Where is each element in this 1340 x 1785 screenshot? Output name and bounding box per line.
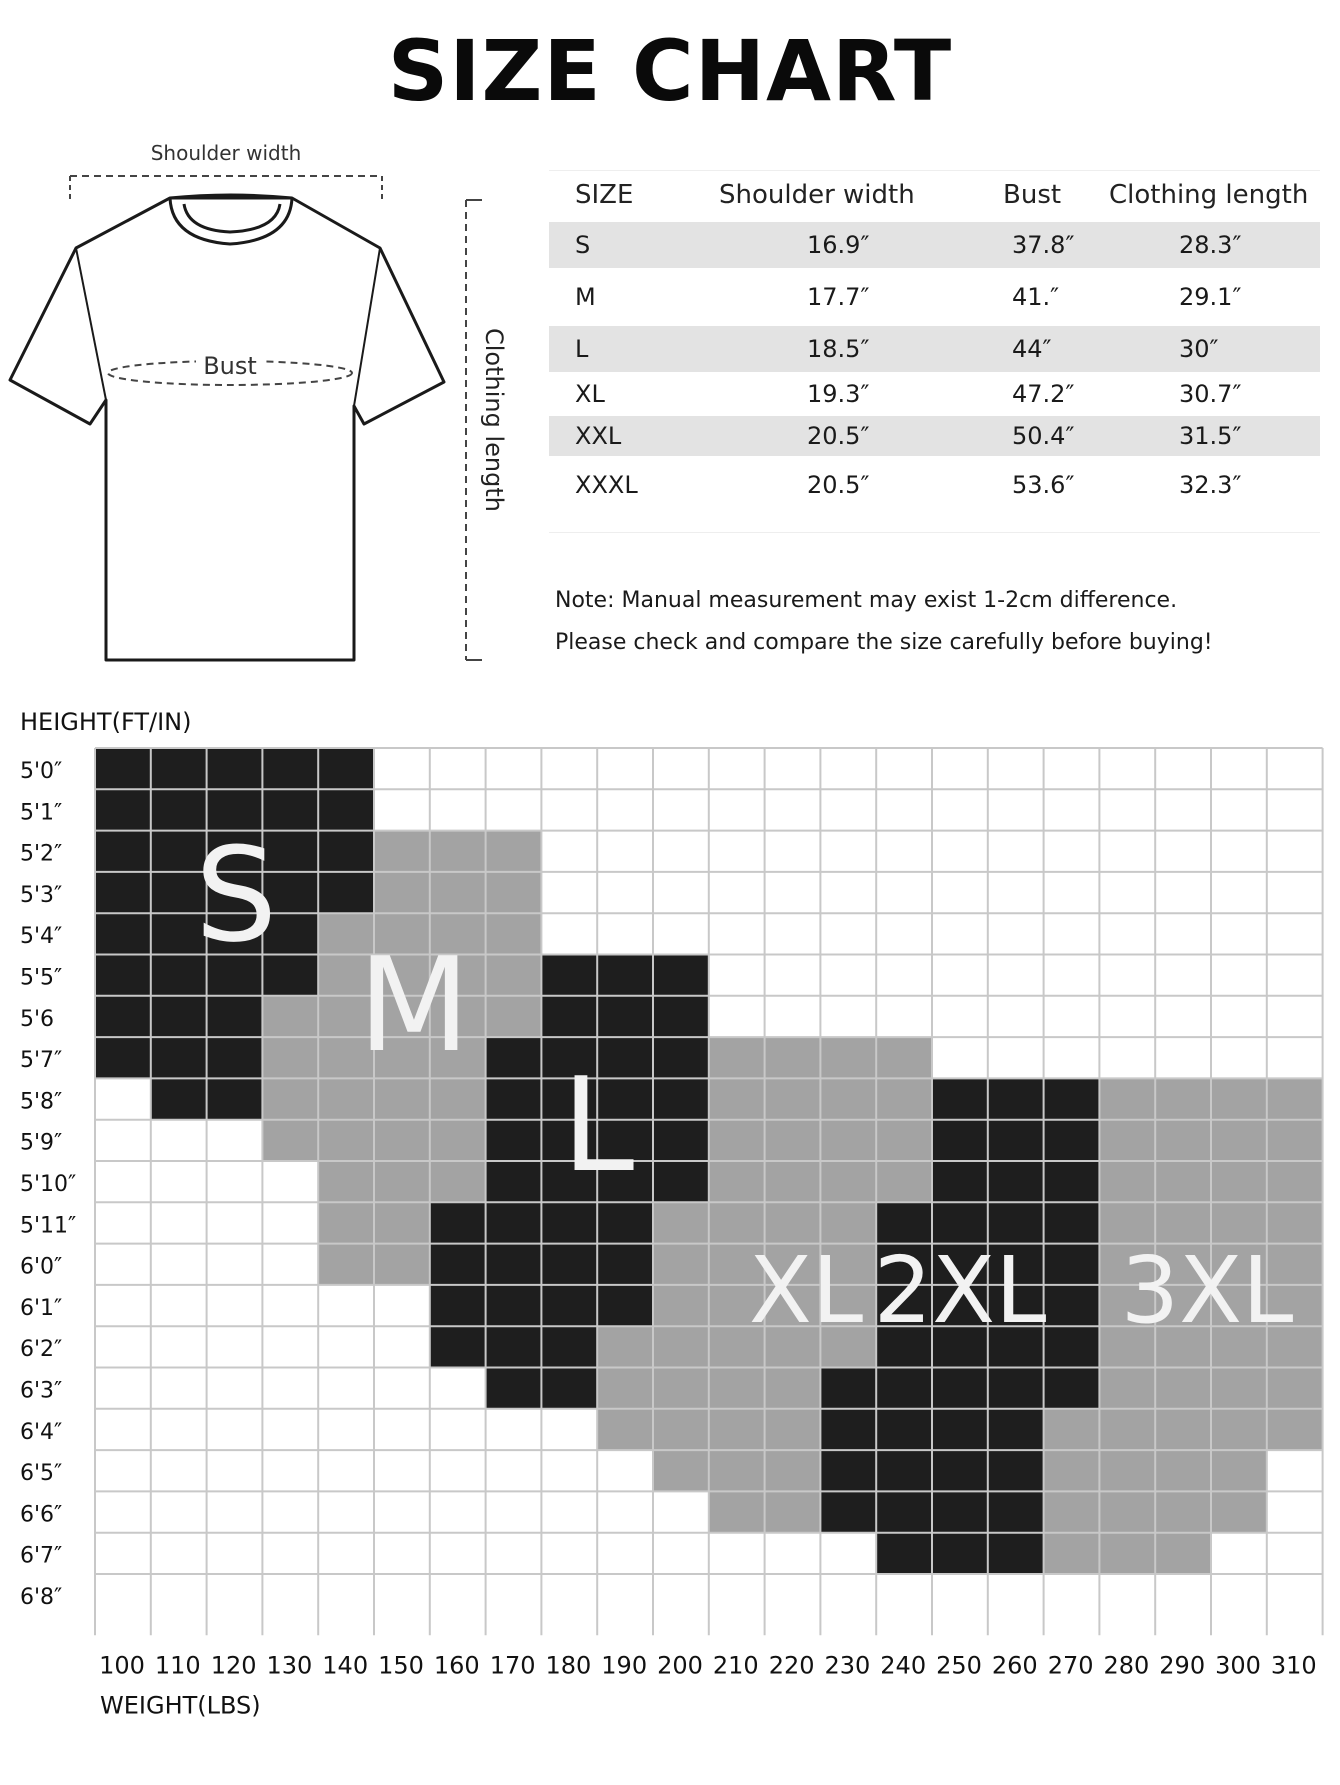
bust-label: Bust xyxy=(203,352,257,380)
zone-cell-s xyxy=(318,872,374,914)
zone-cell-m xyxy=(374,1078,430,1120)
zone-cell-xl xyxy=(597,1326,653,1368)
zone-cell-xl xyxy=(820,1161,876,1203)
header-shoulder-width: Shoulder width xyxy=(719,180,915,210)
zone-cell-3xl xyxy=(1155,1409,1211,1451)
shoulder-cell: 18.5″ xyxy=(807,335,870,363)
x-tick-label: 110 xyxy=(154,1651,201,1680)
zone-cell-3xl xyxy=(1155,1533,1211,1575)
zone-cell-xl xyxy=(765,1161,821,1203)
size-row-xxl xyxy=(549,416,1320,456)
zone-cell-3xl xyxy=(1267,1120,1323,1162)
zone-cell-3xl xyxy=(1211,1161,1267,1203)
zone-cell-m xyxy=(318,1202,374,1244)
zone-cell-2xl xyxy=(988,1450,1044,1492)
zone-cell-3xl xyxy=(1099,1161,1155,1203)
zone-cell-2xl xyxy=(1044,1078,1100,1120)
bust-cell: 50.4″ xyxy=(1012,422,1075,450)
length-cell: 29.1″ xyxy=(1179,283,1242,311)
x-tick-label: 280 xyxy=(1103,1651,1150,1680)
zone-cell-2xl xyxy=(932,1409,988,1451)
size-row-xl xyxy=(549,372,1320,416)
zone-cell-m xyxy=(374,1120,430,1162)
x-tick-label: 270 xyxy=(1047,1651,1094,1680)
zone-cell-l xyxy=(486,1368,542,1410)
zone-cell-3xl xyxy=(1267,1078,1323,1120)
shoulder-cell: 20.5″ xyxy=(807,422,870,450)
zone-cell-2xl xyxy=(932,1450,988,1492)
zone-cell-2xl xyxy=(876,1368,932,1410)
zone-cell-3xl xyxy=(1155,1120,1211,1162)
zone-cell-s xyxy=(95,955,151,997)
zone-cell-l xyxy=(541,1244,597,1286)
y-tick-label: 6'1″ xyxy=(20,1295,63,1321)
zone-cell-l xyxy=(597,955,653,997)
zone-label-l: L xyxy=(561,1049,635,1201)
zone-cell-l xyxy=(653,1078,709,1120)
zone-cell-s xyxy=(318,831,374,873)
zone-cell-3xl xyxy=(1211,1409,1267,1451)
zone-cell-m xyxy=(318,1244,374,1286)
zone-cell-m xyxy=(262,1120,318,1162)
length-cell: 31.5″ xyxy=(1179,422,1242,450)
zone-cell-l xyxy=(653,996,709,1038)
shoulder-cell: 20.5″ xyxy=(807,471,870,499)
zone-cell-xl xyxy=(709,1491,765,1533)
y-tick-label: 6'3″ xyxy=(20,1378,63,1404)
x-tick-label: 190 xyxy=(601,1651,648,1680)
y-tick-label: 5'10″ xyxy=(20,1172,77,1197)
length-cell: 30″ xyxy=(1179,335,1219,363)
zone-cell-2xl xyxy=(820,1450,876,1492)
zone-cell-3xl xyxy=(1099,1120,1155,1162)
zone-cell-3xl xyxy=(1099,1078,1155,1120)
zone-cell-m xyxy=(318,1120,374,1162)
size-cell: S xyxy=(575,231,591,259)
length-cell: 28.3″ xyxy=(1179,231,1242,259)
zone-cell-3xl xyxy=(1044,1450,1100,1492)
zone-cell-3xl xyxy=(1099,1533,1155,1575)
y-tick-label: 6'6″ xyxy=(20,1502,63,1528)
shoulder-width-dimension xyxy=(70,141,382,202)
zone-cell-m xyxy=(318,1161,374,1203)
zone-cell-xl xyxy=(597,1409,653,1451)
zone-cell-m xyxy=(430,831,486,873)
zone-cell-2xl xyxy=(932,1491,988,1533)
zone-cell-xl xyxy=(709,1161,765,1203)
y-tick-label: 5'3″ xyxy=(20,882,63,908)
zone-cell-xl xyxy=(653,1244,709,1286)
zone-label-s: S xyxy=(194,819,278,971)
zone-cell-s xyxy=(95,913,151,955)
zone-cell-s xyxy=(207,748,263,790)
zone-cell-2xl xyxy=(876,1450,932,1492)
zone-cell-xl xyxy=(820,1120,876,1162)
zone-cell-xl xyxy=(765,1450,821,1492)
header-bust: Bust xyxy=(1003,180,1062,210)
zone-cell-l xyxy=(597,996,653,1038)
zone-cell-m xyxy=(430,1161,486,1203)
size-row-l xyxy=(549,326,1320,372)
size-cell: M xyxy=(575,283,596,311)
y-tick-label: 6'8″ xyxy=(20,1585,63,1610)
size-row-xxxl xyxy=(549,456,1320,514)
zone-cell-3xl xyxy=(1099,1409,1155,1451)
zone-cell-xl xyxy=(709,1120,765,1162)
x-tick-label: 220 xyxy=(768,1651,815,1680)
zone-cell-s xyxy=(151,996,207,1038)
zone-cell-l xyxy=(430,1285,486,1327)
zone-cell-xl xyxy=(876,1037,932,1079)
zone-cell-2xl xyxy=(1044,1326,1100,1368)
zone-cell-xl xyxy=(709,1409,765,1451)
zone-cell-m xyxy=(318,1078,374,1120)
zone-cell-2xl xyxy=(820,1409,876,1451)
zone-cell-3xl xyxy=(1267,1409,1323,1451)
zone-cell-s xyxy=(95,748,151,790)
zone-cell-s xyxy=(207,1037,263,1079)
zone-cell-xl xyxy=(709,1037,765,1079)
zone-cell-s xyxy=(95,1037,151,1079)
x-tick-label: 300 xyxy=(1215,1651,1261,1680)
zone-cell-l xyxy=(541,1202,597,1244)
shoulder-cell: 17.7″ xyxy=(807,283,870,311)
zone-cell-l xyxy=(653,955,709,997)
zone-cell-s xyxy=(95,789,151,831)
zone-cell-s xyxy=(151,1037,207,1079)
y-tick-label: 6'0″ xyxy=(20,1254,63,1280)
zone-cell-l xyxy=(653,1037,709,1079)
zone-cell-s xyxy=(207,1078,263,1120)
x-tick-label: 120 xyxy=(210,1651,257,1680)
zone-cell-l xyxy=(486,1120,542,1162)
x-tick-label: 310 xyxy=(1270,1651,1317,1680)
zone-cell-s xyxy=(318,789,374,831)
zone-cell-3xl xyxy=(1099,1491,1155,1533)
zone-cell-2xl xyxy=(988,1368,1044,1410)
zone-cell-2xl xyxy=(932,1078,988,1120)
zone-cell-2xl xyxy=(876,1491,932,1533)
zone-cell-2xl xyxy=(820,1368,876,1410)
zone-cell-xl xyxy=(765,1120,821,1162)
zone-cell-xl xyxy=(876,1120,932,1162)
zone-cell-3xl xyxy=(1211,1120,1267,1162)
zone-cell-2xl xyxy=(988,1491,1044,1533)
y-tick-label: 5'4″ xyxy=(20,924,63,950)
zone-cell-l xyxy=(541,996,597,1038)
zone-label-2xl: 2XL xyxy=(873,1237,1047,1344)
zone-cell-xl xyxy=(653,1285,709,1327)
x-tick-label: 200 xyxy=(657,1651,703,1680)
zone-label-m: M xyxy=(357,929,471,1081)
zone-cell-m xyxy=(262,996,318,1038)
zone-cell-xl xyxy=(709,1078,765,1120)
zone-cell-xl xyxy=(820,1078,876,1120)
zone-cell-l xyxy=(597,1285,653,1327)
x-tick-label: 170 xyxy=(489,1651,536,1680)
zone-cell-xl xyxy=(876,1078,932,1120)
zone-cell-l xyxy=(653,1120,709,1162)
zone-cell-2xl xyxy=(820,1491,876,1533)
x-tick-label: 250 xyxy=(936,1651,982,1680)
zone-cell-xl xyxy=(820,1037,876,1079)
zone-cell-2xl xyxy=(1044,1244,1100,1286)
x-tick-label: 210 xyxy=(712,1651,759,1680)
zone-cell-2xl xyxy=(932,1120,988,1162)
zone-cell-s xyxy=(151,748,207,790)
header-clothing-length: Clothing length xyxy=(1109,180,1309,210)
size-cell: XL xyxy=(575,380,605,408)
zone-cell-s xyxy=(95,872,151,914)
shoulder-width-label: Shoulder width xyxy=(150,141,302,165)
zone-cell-s xyxy=(318,748,374,790)
zone-cell-xl xyxy=(709,1368,765,1410)
zone-cell-l xyxy=(486,1078,542,1120)
zone-cell-l xyxy=(486,1244,542,1286)
zone-cell-m xyxy=(374,1244,430,1286)
x-tick-label: 240 xyxy=(880,1651,927,1680)
zone-cell-m xyxy=(486,831,542,873)
zone-cell-xl xyxy=(653,1409,709,1451)
height-weight-size-chart xyxy=(0,700,1340,1785)
zone-cell-3xl xyxy=(1155,1450,1211,1492)
y-tick-label: 5'5″ xyxy=(20,965,63,991)
zone-cell-m xyxy=(374,872,430,914)
x-tick-label: 230 xyxy=(824,1651,871,1680)
note-line-1: Note: Manual measurement may exist 1-2cm difference. xyxy=(555,588,1178,613)
y-tick-label: 6'4″ xyxy=(20,1419,63,1445)
zone-cell-2xl xyxy=(1044,1368,1100,1410)
y-tick-label: 5'7″ xyxy=(20,1048,63,1074)
zone-cell-3xl xyxy=(1155,1161,1211,1203)
zone-cell-l xyxy=(486,1285,542,1327)
clothing-length-dimension xyxy=(466,200,508,660)
zone-cell-l xyxy=(541,1326,597,1368)
size-row-m xyxy=(549,268,1320,326)
shoulder-cell: 19.3″ xyxy=(807,380,870,408)
zone-cell-2xl xyxy=(1044,1202,1100,1244)
y-tick-label: 5'0″ xyxy=(20,759,63,784)
zone-cell-xl xyxy=(597,1368,653,1410)
note-line-2: Please check and compare the size carefully before buying! xyxy=(555,630,1213,655)
zone-cell-2xl xyxy=(988,1409,1044,1451)
x-tick-label: 260 xyxy=(991,1651,1038,1680)
zone-cell-3xl xyxy=(1044,1491,1100,1533)
zone-cell-xl xyxy=(765,1037,821,1079)
zone-cell-xl xyxy=(653,1202,709,1244)
zone-cell-xl xyxy=(765,1409,821,1451)
size-row-s xyxy=(549,222,1320,268)
tshirt-diagram xyxy=(0,130,540,690)
zone-cell-s xyxy=(207,996,263,1038)
zone-cell-3xl xyxy=(1044,1533,1100,1575)
tshirt-outline-icon xyxy=(10,195,444,660)
bust-cell: 53.6″ xyxy=(1012,471,1075,499)
zone-cell-l xyxy=(541,1285,597,1327)
x-tick-label: 100 xyxy=(99,1651,145,1680)
zone-cell-s xyxy=(262,748,318,790)
clothing-length-label: Clothing length xyxy=(480,328,508,512)
zone-cell-xl xyxy=(709,1450,765,1492)
size-cell: L xyxy=(575,335,589,363)
zone-cell-3xl xyxy=(1211,1078,1267,1120)
length-cell: 30.7″ xyxy=(1179,380,1242,408)
zone-cell-xl xyxy=(653,1368,709,1410)
zone-cell-2xl xyxy=(1044,1120,1100,1162)
zone-cell-l xyxy=(486,1202,542,1244)
zone-cell-xl xyxy=(765,1078,821,1120)
zone-cell-m xyxy=(430,1120,486,1162)
x-tick-label: 290 xyxy=(1159,1651,1206,1680)
zone-cell-m xyxy=(430,872,486,914)
zone-cell-xl xyxy=(653,1326,709,1368)
y-tick-label: 6'5″ xyxy=(20,1461,63,1487)
y-tick-label: 5'9″ xyxy=(20,1130,63,1156)
x-tick-label: 180 xyxy=(545,1651,592,1680)
y-tick-label: 5'1″ xyxy=(20,800,63,826)
zone-cell-3xl xyxy=(1155,1078,1211,1120)
size-table xyxy=(549,168,1320,514)
zone-cell-3xl xyxy=(1211,1491,1267,1533)
zone-cell-m xyxy=(374,1161,430,1203)
zone-cell-2xl xyxy=(988,1120,1044,1162)
x-tick-label: 130 xyxy=(266,1651,313,1680)
zone-cell-3xl xyxy=(1044,1409,1100,1451)
y-axis-title: HEIGHT(FT/IN) xyxy=(20,708,192,736)
shoulder-cell: 16.9″ xyxy=(807,231,870,259)
zone-cell-l xyxy=(597,1202,653,1244)
zone-cell-2xl xyxy=(876,1409,932,1451)
zone-cell-2xl xyxy=(1044,1161,1100,1203)
zone-cell-l xyxy=(430,1326,486,1368)
length-cell: 32.3″ xyxy=(1179,471,1242,499)
zone-label-3xl: 3XL xyxy=(1120,1237,1294,1344)
zone-cell-2xl xyxy=(932,1533,988,1575)
zone-cell-3xl xyxy=(1211,1450,1267,1492)
zone-cell-3xl xyxy=(1155,1491,1211,1533)
bust-cell: 44″ xyxy=(1012,335,1052,363)
y-tick-label: 5'6 xyxy=(20,1006,55,1032)
bust-cell: 37.8″ xyxy=(1012,231,1075,259)
zone-cell-l xyxy=(486,1326,542,1368)
header-size: SIZE xyxy=(575,180,634,210)
zone-cell-l xyxy=(486,1161,542,1203)
zone-cell-l xyxy=(541,1368,597,1410)
y-tick-label: 5'11″ xyxy=(20,1213,77,1239)
zone-cell-2xl xyxy=(932,1161,988,1203)
zone-cell-s xyxy=(95,996,151,1038)
y-tick-label: 6'2″ xyxy=(20,1337,63,1363)
zone-cell-3xl xyxy=(1155,1368,1211,1410)
zone-cell-2xl xyxy=(988,1078,1044,1120)
zone-cell-l xyxy=(597,1244,653,1286)
size-cell: XXXL xyxy=(575,471,638,499)
bust-cell: 41.″ xyxy=(1012,283,1060,311)
zone-cell-l xyxy=(486,1037,542,1079)
zone-cell-l xyxy=(653,1161,709,1203)
zone-cell-3xl xyxy=(1099,1450,1155,1492)
zone-cell-s xyxy=(151,1078,207,1120)
zone-cell-m xyxy=(486,872,542,914)
bust-cell: 47.2″ xyxy=(1012,380,1075,408)
zone-cell-3xl xyxy=(1267,1161,1323,1203)
zone-cell-2xl xyxy=(1044,1285,1100,1327)
zone-cell-2xl xyxy=(932,1368,988,1410)
size-table-header xyxy=(549,168,1320,222)
zone-label-xl: XL xyxy=(748,1237,864,1344)
zone-cell-m xyxy=(262,1037,318,1079)
x-tick-label: 140 xyxy=(322,1651,369,1680)
zone-cell-xl xyxy=(765,1368,821,1410)
zone-cell-2xl xyxy=(988,1533,1044,1575)
zone-cell-m xyxy=(374,831,430,873)
zone-cell-3xl xyxy=(1099,1368,1155,1410)
zone-cell-m xyxy=(374,1202,430,1244)
zone-cell-2xl xyxy=(876,1533,932,1575)
zone-cell-m xyxy=(486,955,542,997)
zone-cell-m xyxy=(430,1078,486,1120)
y-tick-label: 6'7″ xyxy=(20,1543,63,1569)
zone-cell-m xyxy=(262,1078,318,1120)
zone-cell-3xl xyxy=(1211,1368,1267,1410)
zone-cell-l xyxy=(430,1244,486,1286)
zone-cell-l xyxy=(541,955,597,997)
zone-cell-xl xyxy=(876,1161,932,1203)
zone-cell-l xyxy=(430,1202,486,1244)
zone-cell-xl xyxy=(765,1491,821,1533)
page-title: SIZE CHART xyxy=(387,22,953,120)
zone-cell-3xl xyxy=(1267,1368,1323,1410)
zone-cell-m xyxy=(486,913,542,955)
zone-cell-xl xyxy=(653,1450,709,1492)
zone-cell-m xyxy=(486,996,542,1038)
y-tick-label: 5'2″ xyxy=(20,841,63,867)
x-tick-label: 150 xyxy=(378,1651,424,1680)
size-cell: XXL xyxy=(575,422,622,450)
y-tick-label: 5'8″ xyxy=(20,1089,63,1115)
zone-cell-2xl xyxy=(988,1161,1044,1203)
zone-cell-s xyxy=(95,831,151,873)
x-tick-label: 160 xyxy=(433,1651,480,1680)
x-axis-title: WEIGHT(LBS) xyxy=(100,1691,261,1720)
